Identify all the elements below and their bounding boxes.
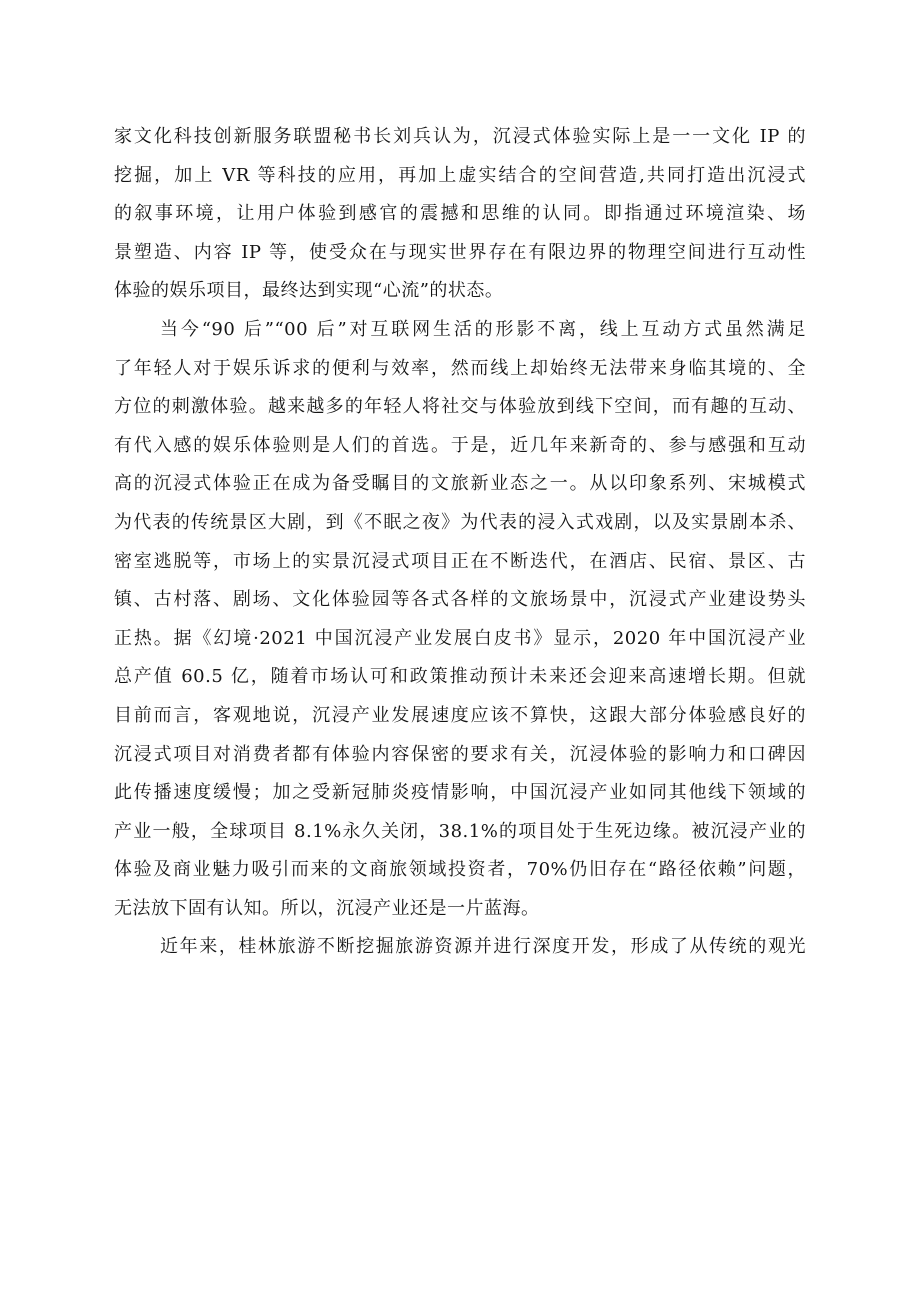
text-line: 高的沉浸式体验正在成为备受瞩目的文旅新业态之一。从以印象系列、宋城模式 xyxy=(114,473,806,495)
paragraph-1 xyxy=(114,118,806,311)
text-line: 挖掘，加上 VR 等科技的应用，再加上虚实结合的空间营造,共同打造出沉浸式 xyxy=(114,164,806,186)
paragraph-2 xyxy=(114,311,806,929)
body-text xyxy=(114,118,806,967)
paragraph-3 xyxy=(114,928,806,967)
text-line: 家文化科技创新服务联盟秘书长刘兵认为，沉浸式体验实际上是一一文化 IP 的 xyxy=(114,126,806,147)
text-line: 正热。据《幻境·2021 中国沉浸产业发展白皮书》显示，2020 年中国沉浸产业 xyxy=(114,627,806,649)
text-line: 目前而言，客观地说，沉浸产业发展速度应该不算快，这跟大部分体验感良好的 xyxy=(114,704,806,726)
text-line: 了年轻人对于娱乐诉求的便利与效率，然而线上却始终无法带来身临其境的、全 xyxy=(114,357,806,379)
text-line: 产业一般，全球项目 8.1%永久关闭，38.1%的项目处于生死边缘。被沉浸产业的 xyxy=(114,820,806,842)
text-line: 总产值 60.5 亿，随着市场认可和政策推动预计未来还会迎来高速增长期。但就 xyxy=(114,666,806,688)
text-line: 有代入感的娱乐体验则是人们的首选。于是，近几年来新奇的、参与感强和互动 xyxy=(114,434,806,456)
text-line: 镇、古村落、剧场、文化体验园等各式各样的文旅场景中，沉浸式产业建设势头 xyxy=(114,589,806,611)
text-line: 方位的刺激体验。越来越多的年轻人将社交与体验放到线下空间，而有趣的互动、 xyxy=(114,396,806,418)
text-line: 景塑造、内容 IP 等，使受众在与现实世界存在有限边界的物理空间进行互动性 xyxy=(114,241,806,263)
text-line: 密室逃脱等，市场上的实景沉浸式项目正在不断迭代，在酒店、民宿、景区、古 xyxy=(114,550,806,572)
text-line: 体验的娱乐项目，最终达到实现“心流”的状态。 xyxy=(114,280,504,302)
text-line: 当今“90 后”“00 后”对互联网生活的形影不离，线上互动方式虽然满足 xyxy=(160,318,806,340)
text-line: 为代表的传统景区大剧，到《不眠之夜》为代表的浸入式戏剧，以及实景剧本杀、 xyxy=(114,511,806,533)
text-line: 沉浸式项目对消费者都有体验内容保密的要求有关，沉浸体验的影响力和口碑因 xyxy=(114,743,806,765)
text-line: 近年来，桂林旅游不断挖掘旅游资源并进行深度开发，形成了从传统的观光 xyxy=(160,936,806,958)
text-line: 此传播速度缓慢；加之受新冠肺炎疫情影响，中国沉浸产业如同其他线下领域的 xyxy=(114,782,806,804)
text-line: 无法放下固有认知。所以，沉浸产业还是一片蓝海。 xyxy=(114,897,540,919)
text-line: 体验及商业魅力吸引而来的文商旅领域投资者，70%仍旧存在“路径依赖”问题， xyxy=(114,859,806,881)
text-line: 的叙事环境，让用户体验到感官的震撼和思维的认同。即指通过环境渲染、场 xyxy=(114,203,806,225)
